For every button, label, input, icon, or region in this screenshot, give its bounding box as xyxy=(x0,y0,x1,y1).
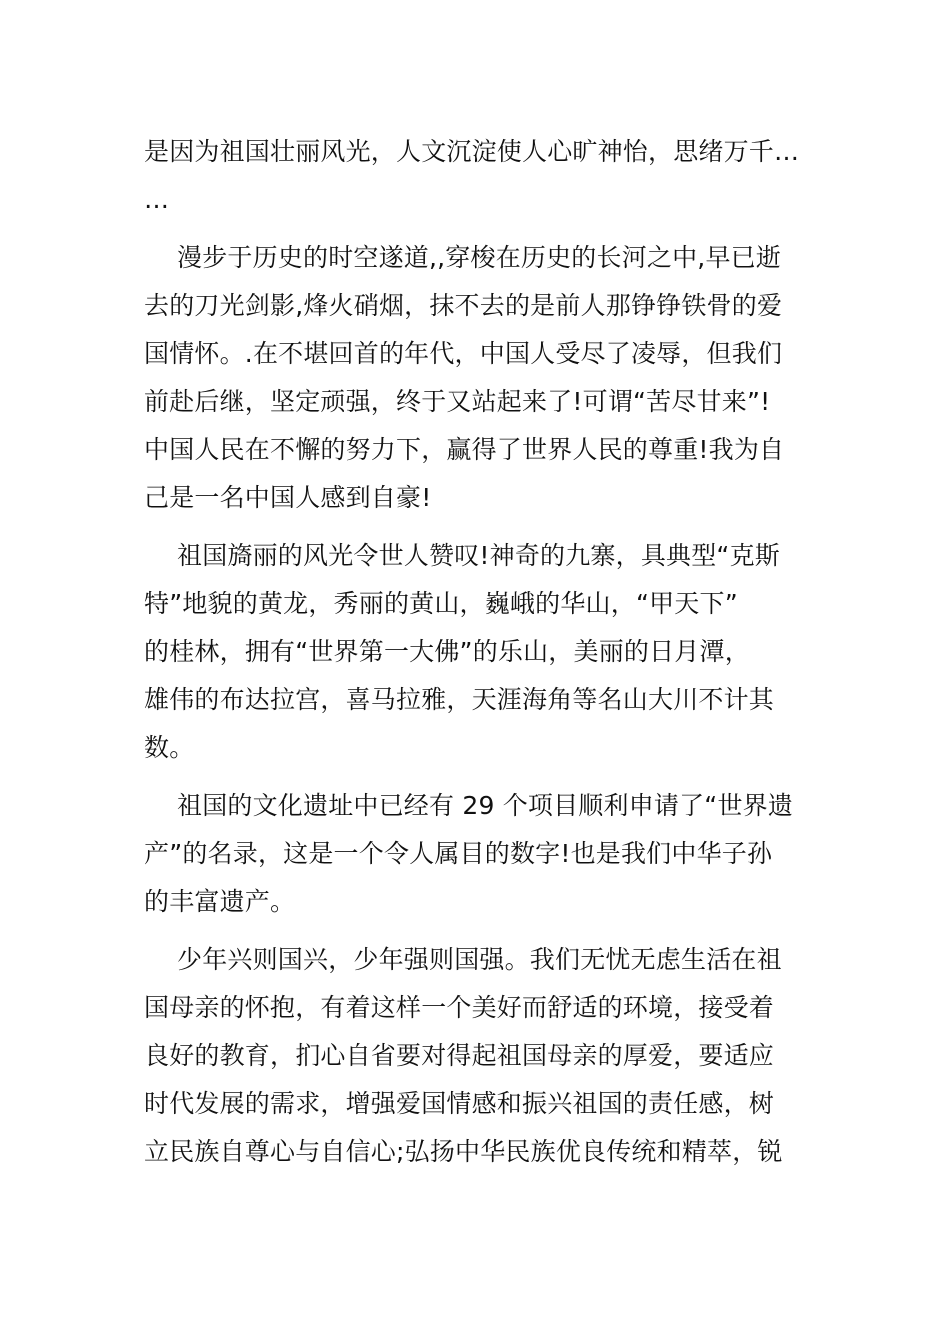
paragraph-3 xyxy=(144,532,808,772)
text-line: 良好的教育，扪心自省要对得起祖国母亲的厚爱，要适应 xyxy=(144,1041,775,1070)
text-line: 己是一名中国人感到自豪! xyxy=(144,483,432,512)
text-line: 数。 xyxy=(144,733,195,762)
text-line: 立民族自尊心与自信心;弘扬中华民族优良传统和精萃，锐 xyxy=(144,1137,783,1166)
text-line: 雄伟的布达拉宫，喜马拉雅，天涯海角等名山大川不计其 xyxy=(144,685,775,714)
text-line: 祖国的文化遗址中已经有 29 个项目顺利申请了“世界遗 xyxy=(177,791,794,820)
text-line: 国母亲的怀抱，有着这样一个美好而舒适的环境，接受着 xyxy=(144,993,775,1022)
text-line: 是因为祖国壮丽风光，人文沉淀使人心旷神怡，思绪万千… xyxy=(144,137,800,166)
text-line: … xyxy=(144,185,170,214)
text-line: 祖国旖丽的风光令世人赞叹!神奇的九寨，具典型“克斯 xyxy=(177,541,780,570)
text-line: 的丰富遗产。 xyxy=(144,887,296,916)
text-line: 国情怀。.在不堪回首的年代，中国人受尽了凌辱，但我们 xyxy=(144,339,783,368)
paragraph-2 xyxy=(144,234,808,522)
text-line: 的桂林，拥有“世界第一大佛”的乐山，美丽的日月潭， xyxy=(144,637,750,666)
text-line: 时代发展的需求，增强爱国情感和振兴祖国的责任感，树 xyxy=(144,1089,775,1118)
paragraph-1 xyxy=(144,128,808,224)
text-line: 去的刀光剑影,烽火硝烟，抹不去的是前人那铮铮铁骨的爱 xyxy=(144,291,783,320)
text-line: 特”地貌的黄龙，秀丽的黄山，巍峨的华山，“甲天下” xyxy=(144,589,738,618)
text-line: 中国人民在不懈的努力下，赢得了世界人民的尊重!我为自 xyxy=(144,435,785,464)
paragraph-4 xyxy=(144,782,808,926)
text-line: 前赴后继，坚定顽强，终于又站起来了!可谓“苦尽甘来”! xyxy=(144,387,771,416)
document-body xyxy=(144,128,808,1186)
text-line: 产”的名录，这是一个令人属目的数字!也是我们中华子孙 xyxy=(144,839,773,868)
paragraph-5 xyxy=(144,936,808,1176)
text-line: 漫步于历史的时空遂道,,穿梭在历史的长河之中,早已逝 xyxy=(177,243,782,272)
text-line: 少年兴则国兴，少年强则国强。我们无忧无虑生活在祖 xyxy=(177,945,782,974)
